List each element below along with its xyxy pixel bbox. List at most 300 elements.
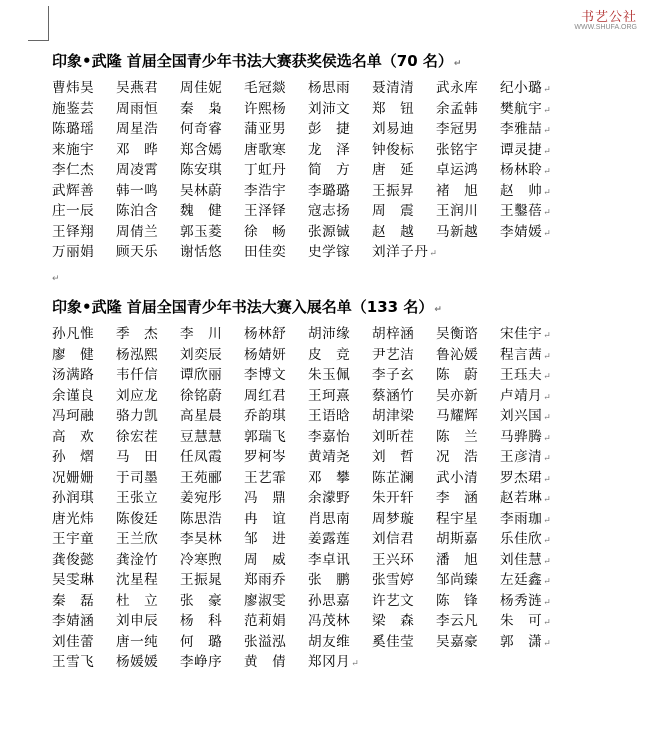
name-entry	[308, 222, 372, 243]
name-text: 王艺霏	[244, 469, 287, 486]
name-text: 许熙杨	[244, 100, 287, 117]
name-text: 胡沛缘	[308, 326, 351, 342]
name-text: 胡斯嘉	[436, 531, 479, 547]
name-text: 潘 旭	[436, 551, 479, 568]
paragraph-mark: ↵	[543, 392, 552, 403]
name-text: 骆力凯	[116, 408, 159, 424]
name-entry	[180, 160, 244, 181]
name-entry	[244, 611, 308, 632]
winners-name-grid	[52, 78, 622, 263]
name-entry	[500, 201, 564, 222]
name-entry	[308, 242, 372, 263]
name-text: 杨林舒	[244, 326, 287, 342]
name-text: 褚 旭	[436, 182, 479, 199]
name-text: 王宇童	[52, 531, 95, 547]
name-entry	[500, 488, 564, 509]
paragraph-mark: ↵	[429, 249, 438, 259]
name-text: 刘沛文	[308, 100, 351, 117]
name-text: 龚淦竹	[116, 551, 159, 568]
name-entry	[116, 222, 180, 243]
name-text: 许艺文	[372, 592, 415, 609]
name-entry	[372, 140, 436, 161]
name-text: 周 震	[372, 203, 415, 219]
name-text: 李昊林	[180, 531, 223, 547]
name-text: 彭 捷	[308, 121, 351, 137]
name-entry	[436, 550, 500, 571]
name-text: 周 威	[244, 551, 287, 568]
name-text: 李博文	[244, 367, 287, 383]
name-text: 陈 锋	[436, 592, 479, 609]
name-entry	[244, 406, 308, 427]
name-text: 王珂熹	[308, 387, 351, 404]
name-entry	[436, 529, 500, 550]
name-text: 吴衡谘	[436, 326, 479, 342]
name-text: 顾天乐	[116, 244, 159, 260]
name-entry	[372, 181, 436, 202]
name-entry	[116, 570, 180, 591]
name-text: 李仁杰	[52, 162, 95, 178]
name-entry	[180, 181, 244, 202]
name-entry	[500, 570, 564, 591]
name-entry	[244, 591, 308, 612]
name-text: 杨思雨	[308, 80, 351, 96]
name-text: 蔡涵竹	[372, 387, 415, 404]
name-text: 吴林蔚	[180, 182, 223, 199]
name-entry	[436, 591, 500, 612]
name-entry	[180, 570, 244, 591]
name-entry	[180, 550, 244, 571]
name-text: 程宇星	[436, 510, 479, 527]
name-text: 乐佳欣	[500, 531, 543, 547]
name-entry	[52, 427, 116, 448]
paragraph-mark: ↵	[543, 536, 552, 546]
name-entry	[180, 611, 244, 632]
name-entry	[372, 468, 436, 489]
name-text: 周星浩	[116, 121, 159, 137]
name-text: 曹炜昊	[52, 80, 95, 96]
paragraph-mark: ↵	[543, 167, 552, 177]
name-entry	[436, 611, 500, 632]
name-entry	[116, 591, 180, 612]
paragraph-mark: ↵	[543, 638, 552, 649]
name-entry	[308, 468, 372, 489]
name-entry	[244, 201, 308, 222]
name-text: 赵若琳	[500, 490, 543, 506]
name-text: 汤满路	[52, 367, 95, 383]
name-entry	[244, 488, 308, 509]
name-text: 奚佳莹	[372, 633, 415, 650]
name-text: 杨林聆	[500, 162, 543, 178]
name-entry	[500, 611, 564, 632]
name-entry	[52, 488, 116, 509]
winners-title	[52, 50, 622, 72]
name-text: 王鑿蓓	[500, 203, 543, 219]
name-text: 李卓讯	[308, 551, 351, 568]
name-text: 郑含嫣	[180, 141, 223, 158]
name-entry	[436, 386, 500, 407]
name-text: 刘应龙	[116, 387, 159, 404]
name-entry	[52, 529, 116, 550]
name-text: 万丽娟	[52, 244, 95, 260]
paragraph-mark: ↵	[543, 413, 552, 423]
name-entry	[244, 509, 308, 530]
name-entry	[244, 427, 308, 448]
name-entry	[244, 242, 308, 263]
name-entry	[180, 365, 244, 386]
name-entry	[52, 406, 116, 427]
name-entry	[52, 550, 116, 571]
name-text: 郑雨乔	[244, 572, 287, 588]
name-entry	[372, 591, 436, 612]
name-text: 马耀辉	[436, 408, 479, 424]
name-entry	[436, 509, 500, 530]
name-entry	[180, 468, 244, 489]
name-entry	[52, 652, 116, 673]
name-text: 吴雯琳	[52, 572, 95, 588]
name-entry	[436, 160, 500, 181]
name-entry	[116, 78, 180, 99]
exhibition-title-text: 印象•武隆 首届全国青少年书法大赛入展名单（133 名）	[52, 298, 434, 316]
name-text: 王苑郦	[180, 469, 223, 486]
name-text: 陈安琪	[180, 162, 223, 178]
name-entry	[372, 529, 436, 550]
name-text: 谢恬悠	[180, 244, 223, 260]
name-text: 冷寒煦	[180, 551, 223, 568]
paragraph-mark: ↵	[543, 126, 552, 136]
name-text: 陈俊廷	[116, 510, 159, 527]
name-text: 韩一鸣	[116, 182, 159, 199]
name-text: 冯茂林	[308, 613, 351, 629]
name-text: 施鉴芸	[52, 100, 95, 117]
name-entry	[116, 427, 180, 448]
name-text: 赵 帅	[500, 182, 543, 199]
name-entry	[436, 140, 500, 161]
name-text: 刘信君	[372, 531, 415, 547]
winners-title-text: 印象•武隆 首届全国青少年书法大赛获奖侯选名单（70 名）	[52, 52, 453, 70]
paragraph-mark: ↵	[543, 208, 552, 218]
name-text: 唐光炜	[52, 510, 95, 527]
name-text: 李 川	[180, 326, 223, 342]
name-text: 张源铖	[308, 223, 351, 240]
name-entry	[372, 570, 436, 591]
name-text: 何 璐	[180, 633, 223, 650]
name-entry	[180, 99, 244, 120]
name-entry	[500, 78, 564, 99]
name-text: 徐宏茬	[116, 428, 159, 445]
name-entry	[244, 570, 308, 591]
name-entry	[180, 140, 244, 161]
name-text: 庄一辰	[52, 203, 95, 219]
name-text: 毛冠燚	[244, 80, 287, 96]
logo-text: 书艺公社	[580, 10, 637, 25]
name-entry	[436, 365, 500, 386]
name-entry	[500, 550, 564, 571]
name-entry	[52, 386, 116, 407]
name-text: 刘佳慧	[500, 551, 543, 568]
name-text: 孙润琪	[52, 490, 95, 506]
name-entry	[244, 119, 308, 140]
name-text: 尹艺洁	[372, 346, 415, 363]
name-text: 马 田	[116, 449, 159, 465]
name-text: 郭 潇	[500, 633, 543, 650]
name-entry	[116, 386, 180, 407]
name-text: 黄 倩	[244, 654, 287, 670]
name-text: 冯 鼎	[244, 490, 287, 506]
name-entry	[52, 632, 116, 653]
name-text: 李 涵	[436, 490, 479, 506]
name-text: 范莉娟	[244, 613, 287, 629]
name-text: 周佳妮	[180, 80, 223, 96]
name-entry	[116, 447, 180, 468]
name-text: 李婧涵	[52, 613, 95, 629]
site-logo	[574, 6, 637, 31]
paragraph-mark: ↵	[453, 59, 462, 69]
paragraph-mark: ↵	[434, 305, 442, 315]
paragraph-mark: ↵	[543, 433, 552, 444]
name-text: 邓 晔	[116, 141, 159, 158]
name-entry	[500, 591, 564, 612]
name-text: 纪小璐	[500, 80, 543, 96]
name-text: 高 欢	[52, 428, 95, 445]
name-entry	[372, 78, 436, 99]
paragraph-mark: ↵	[543, 474, 552, 485]
name-entry	[372, 550, 436, 571]
name-text: 杜 立	[116, 592, 159, 609]
name-entry	[180, 488, 244, 509]
name-text: 刘佳蕾	[52, 633, 95, 650]
name-entry	[436, 468, 500, 489]
name-entry	[436, 78, 500, 99]
name-text: 孙思嘉	[308, 592, 351, 609]
name-text: 胡津梁	[372, 408, 415, 424]
name-text: 杨秀涟	[500, 592, 543, 609]
name-entry	[308, 611, 372, 632]
name-entry	[500, 406, 564, 427]
name-text: 王兴环	[372, 551, 415, 568]
name-entry	[180, 242, 244, 263]
name-entry	[180, 406, 244, 427]
name-entry	[308, 78, 372, 99]
name-text: 胡梓涵	[372, 326, 415, 342]
name-entry	[116, 242, 180, 263]
name-text: 李云凡	[436, 613, 479, 629]
paragraph-mark: ↵	[543, 146, 552, 157]
name-text: 张 豪	[180, 592, 223, 609]
name-entry	[436, 99, 500, 120]
name-entry	[372, 119, 436, 140]
name-text: 张铭宇	[436, 141, 479, 158]
name-text: 唐歌寒	[244, 141, 287, 158]
name-text: 皮 竞	[308, 346, 351, 363]
name-text: 朱开轩	[372, 490, 415, 506]
name-entry	[372, 427, 436, 448]
name-entry	[116, 345, 180, 366]
name-text: 王张立	[116, 490, 159, 506]
name-text: 杨婧妍	[244, 346, 287, 363]
name-text: 秦 磊	[52, 592, 95, 609]
name-text: 武辉善	[52, 182, 95, 199]
paragraph-mark: ↵	[543, 577, 552, 587]
name-entry	[372, 611, 436, 632]
name-entry	[500, 632, 564, 653]
name-text: 马新越	[436, 223, 479, 240]
name-entry	[500, 509, 564, 530]
name-entry	[244, 324, 308, 345]
name-text: 寇志扬	[308, 203, 351, 219]
name-text: 王铎翔	[52, 223, 95, 240]
name-text: 冯珂融	[52, 408, 95, 424]
exhibition-section	[52, 296, 622, 673]
name-entry	[436, 201, 500, 222]
name-text: 况姗姗	[52, 469, 95, 486]
name-text: 龚俊懿	[52, 551, 95, 568]
name-text: 余濛野	[308, 490, 351, 506]
name-text: 姜露莲	[308, 531, 351, 547]
name-text: 王珏夫	[500, 367, 543, 383]
name-entry	[52, 78, 116, 99]
name-text: 李冠男	[436, 121, 479, 137]
name-text: 梁 森	[372, 613, 415, 629]
name-entry	[116, 529, 180, 550]
name-text: 余孟韩	[436, 100, 479, 117]
name-entry	[180, 119, 244, 140]
name-entry	[436, 447, 500, 468]
name-text: 陈 兰	[436, 428, 479, 445]
name-entry	[244, 447, 308, 468]
name-entry	[500, 386, 564, 407]
name-text: 吴燕君	[116, 80, 159, 96]
name-entry	[244, 550, 308, 571]
paragraph-mark: ↵	[543, 85, 552, 95]
name-text: 李婧媛	[500, 223, 543, 240]
name-text: 周雨恒	[116, 100, 159, 117]
name-text: 黄靖尧	[308, 449, 351, 465]
name-entry	[180, 652, 244, 673]
exhibition-name-grid	[52, 324, 622, 673]
name-entry	[244, 468, 308, 489]
name-entry	[372, 365, 436, 386]
paragraph-mark: ↵	[543, 597, 552, 608]
name-entry	[308, 99, 372, 120]
name-text: 王润川	[436, 203, 479, 219]
name-text: 王兰欣	[116, 531, 159, 547]
paragraph-mark: ↵	[52, 274, 60, 284]
name-text: 王振昇	[372, 182, 415, 199]
name-text: 孙凡惟	[52, 326, 95, 342]
name-text: 陈泊含	[116, 203, 159, 219]
name-text: 秦 枭	[180, 100, 223, 117]
name-entry	[52, 365, 116, 386]
name-text: 任凤霞	[180, 449, 223, 465]
name-entry	[180, 509, 244, 530]
name-entry	[244, 140, 308, 161]
name-text: 吴嘉豪	[436, 633, 479, 650]
name-text: 郭玉菱	[180, 223, 223, 240]
name-entry	[180, 632, 244, 653]
name-text: 马骅腾	[500, 428, 543, 445]
name-entry	[500, 119, 564, 140]
name-entry	[52, 345, 116, 366]
name-entry	[500, 345, 564, 366]
name-entry	[308, 509, 372, 530]
name-entry	[500, 140, 564, 161]
name-text: 杨泓熙	[116, 346, 159, 363]
name-text: 朱 可	[500, 613, 543, 629]
name-text: 蒲亚男	[244, 121, 287, 137]
name-entry	[500, 181, 564, 202]
name-text: 朱玉佩	[308, 367, 351, 383]
name-entry	[372, 509, 436, 530]
name-entry	[308, 488, 372, 509]
name-entry	[308, 345, 372, 366]
name-text: 吴亦新	[436, 387, 479, 404]
name-entry	[500, 468, 564, 489]
name-entry	[308, 365, 372, 386]
name-entry	[52, 591, 116, 612]
name-text: 刘洋子丹	[372, 244, 429, 260]
name-entry	[180, 447, 244, 468]
name-entry	[116, 181, 180, 202]
name-text: 龙 泽	[308, 141, 351, 158]
name-text: 樊航宇	[500, 100, 543, 117]
name-entry	[372, 222, 436, 243]
name-entry	[116, 324, 180, 345]
paragraph-mark: ↵	[543, 105, 552, 116]
name-text: 谭欣丽	[180, 367, 223, 383]
name-text: 王振晁	[180, 572, 223, 588]
paragraph-mark: ↵	[543, 372, 552, 382]
name-entry	[436, 181, 500, 202]
name-text: 聂清清	[372, 80, 415, 96]
name-entry	[180, 427, 244, 448]
name-entry	[500, 447, 564, 468]
name-entry	[436, 427, 500, 448]
name-entry	[308, 324, 372, 345]
name-text: 魏 健	[180, 203, 223, 219]
name-entry	[116, 119, 180, 140]
name-entry	[308, 550, 372, 571]
name-text: 徐 畅	[244, 223, 287, 240]
name-entry	[436, 222, 500, 243]
name-text: 丁虹丹	[244, 162, 287, 178]
name-entry	[52, 324, 116, 345]
name-text: 武小清	[436, 469, 479, 486]
name-entry	[436, 345, 500, 366]
name-entry	[244, 160, 308, 181]
name-entry	[116, 99, 180, 120]
name-text: 武永库	[436, 80, 479, 96]
name-text: 郭瑞飞	[244, 428, 287, 445]
name-entry	[372, 406, 436, 427]
name-text: 左廷鑫	[500, 572, 543, 588]
name-text: 罗柯岑	[244, 449, 287, 465]
name-entry	[116, 652, 180, 673]
name-text: 邓 攀	[308, 469, 351, 486]
name-entry	[436, 632, 500, 653]
name-entry	[500, 427, 564, 448]
name-text: 谭灵捷	[500, 141, 543, 158]
name-text: 邹 进	[244, 531, 287, 547]
name-entry	[180, 591, 244, 612]
name-entry	[116, 509, 180, 530]
name-entry	[308, 201, 372, 222]
name-text: 王泽铎	[244, 203, 287, 219]
name-entry	[116, 488, 180, 509]
name-text: 李嘉怡	[308, 428, 351, 445]
name-entry	[52, 181, 116, 202]
name-text: 陈 蔚	[436, 367, 479, 383]
name-text: 肖思南	[308, 510, 351, 527]
